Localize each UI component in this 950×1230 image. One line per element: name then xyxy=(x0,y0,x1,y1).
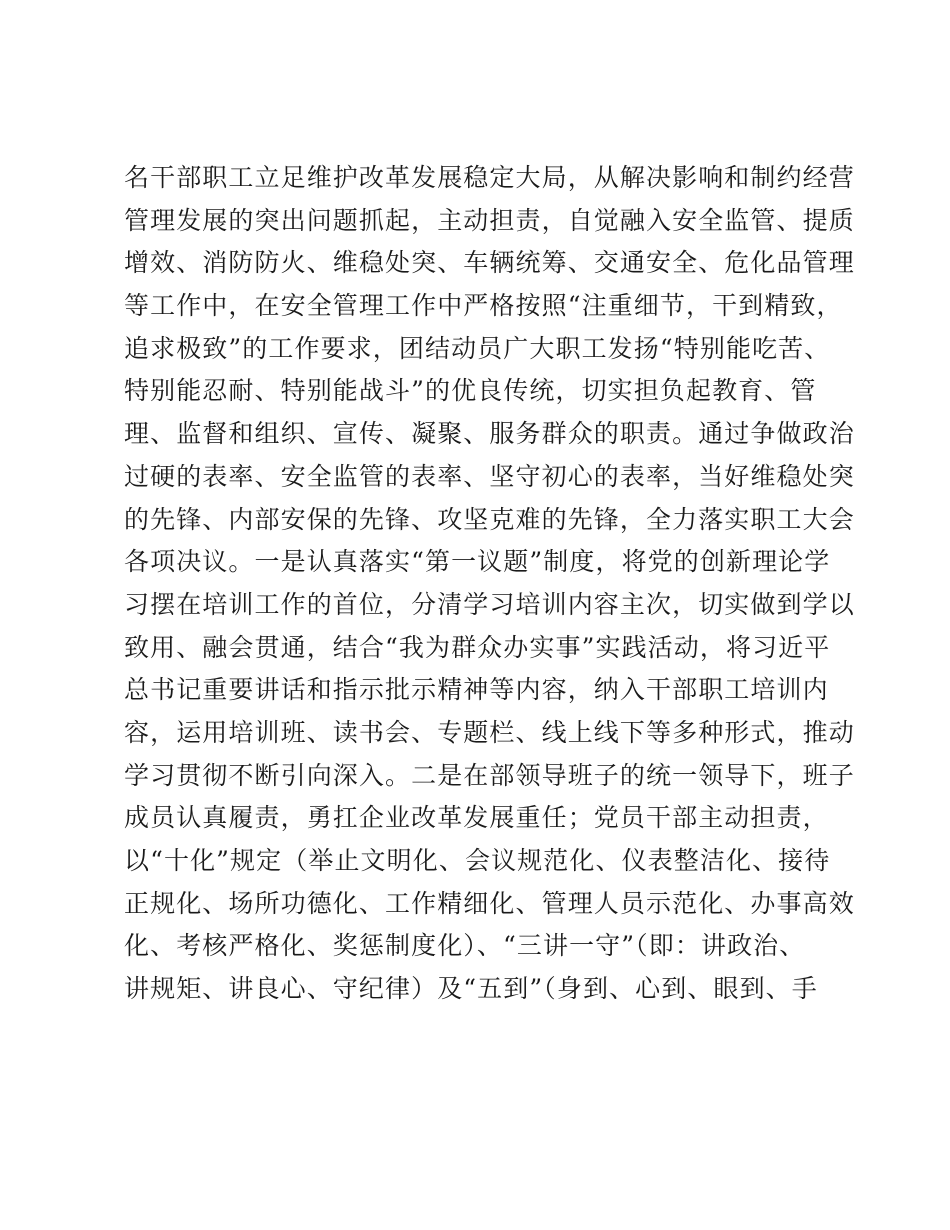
text-line: 理、监督和组织、宣传、凝聚、服务群众的职责。通过争做政治 xyxy=(124,419,855,449)
text-line: 追求极致”的工作要求，团结动员广大职工发扬“特别能吃苦、 xyxy=(124,333,831,363)
text-line: 过硬的表率、安全监管的表率、坚守初心的表率，当好维稳处突 xyxy=(124,461,855,491)
text-line: 各项决议。一是认真落实“第一议题”制度，将党的创新理论学 xyxy=(124,547,831,577)
text-line: 以“十化”规定（举止文明化、会议规范化、仪表整洁化、接待 xyxy=(124,846,831,875)
text-line: 特别能忍耐、特别能战斗”的优良传统，切实担负起教育、管 xyxy=(124,376,817,406)
text-line: 讲规矩、讲良心、守纪律）及“五到”（身到、心到、眼到、手 xyxy=(124,974,818,1004)
text-line: 正规化、场所功德化、工作精细化、管理人员示范化、办事高效 xyxy=(124,888,855,918)
text-line: 习摆在培训工作的首位，分清学习培训内容主次，切实做到学以 xyxy=(124,589,855,619)
text-line: 总书记重要讲话和指示批示精神等内容，纳入干部职工培训内 xyxy=(124,675,829,705)
body-paragraph xyxy=(124,157,855,1011)
text-line: 学习贯彻不断引向深入。二是在部领导班子的统一领导下，班子 xyxy=(124,760,855,790)
text-line: 容，运用培训班、读书会、专题栏、线上线下等多种形式，推动 xyxy=(124,717,855,747)
text-line: 管理发展的突出问题抓起，主动担责，自觉融入安全监管、提质 xyxy=(124,205,855,235)
text-line: 成员认真履责，勇扛企业改革发展重任；党员干部主动担责， xyxy=(124,803,829,833)
text-line: 化、考核严格化、奖惩制度化）、“三讲一守”（即：讲政治、 xyxy=(124,931,806,961)
text-line: 增效、消防防火、维稳处突、车辆统筹、交通安全、危化品管理 xyxy=(124,248,855,278)
text-line: 名干部职工立足维护改革发展稳定大局，从解决影响和制约经营 xyxy=(124,163,855,192)
text-line: 的先锋、内部安保的先锋、攻坚克难的先锋，全力落实职工大会 xyxy=(124,504,855,534)
text-line: 致用、融会贯通，结合“我为群众办实事”实践活动，将习近平 xyxy=(124,632,831,662)
text-line: 等工作中，在安全管理工作中严格按照“注重细节，干到精致， xyxy=(124,291,843,321)
